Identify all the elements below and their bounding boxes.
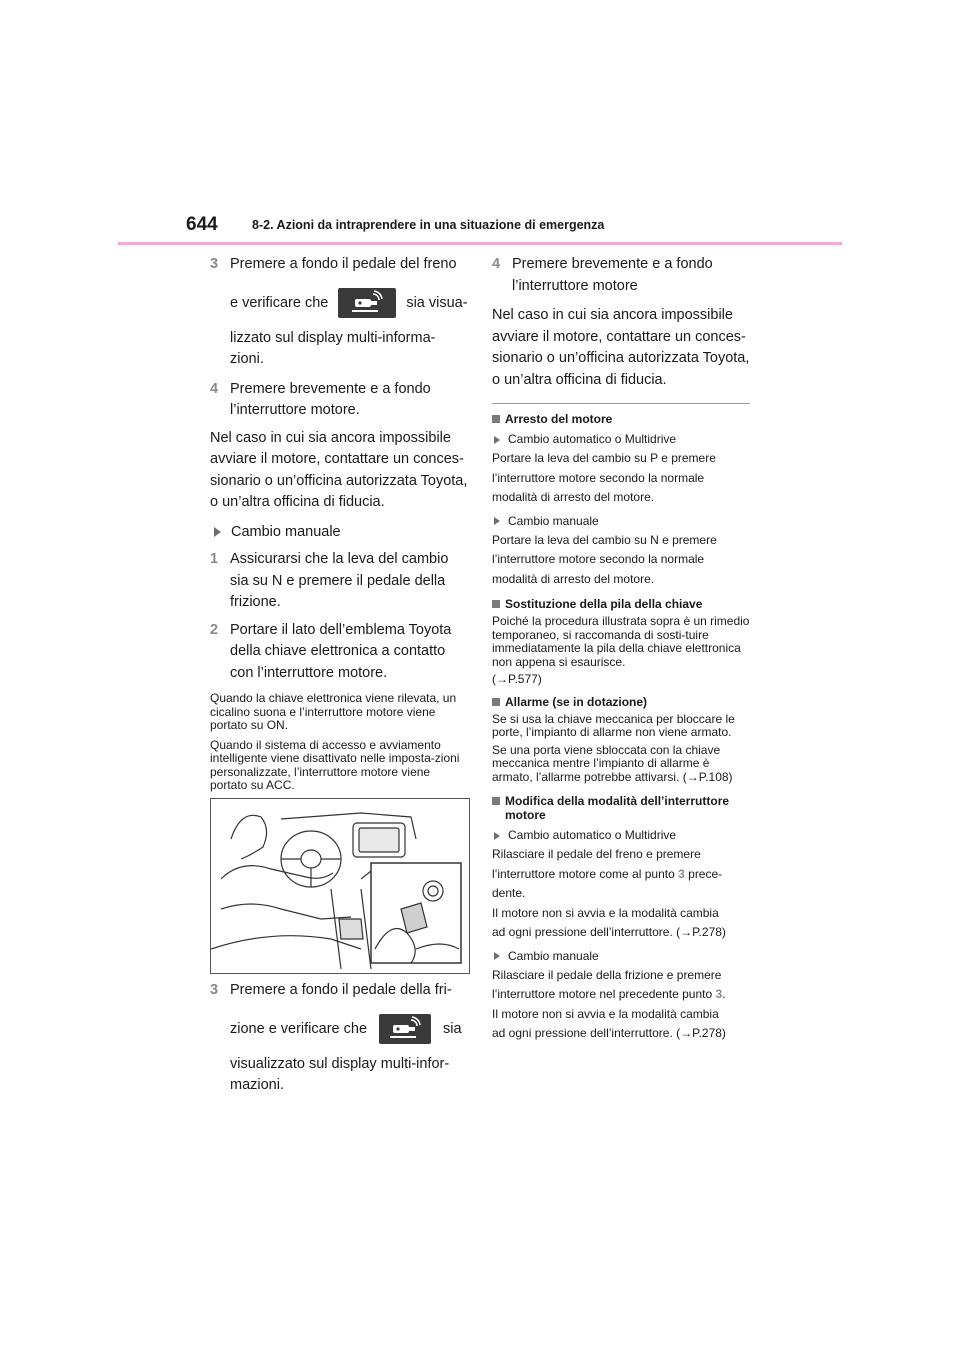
manual-transmission-heading: Cambio manuale <box>210 522 470 544</box>
section-divider <box>492 403 750 404</box>
step-number: 4 <box>492 256 501 272</box>
stop-manual-line: l’interruttore motore secondo la normale <box>492 552 705 566</box>
step-number: 3 <box>210 982 219 998</box>
square-bullet-icon <box>492 600 500 608</box>
auto-transmission-label: Cambio automatico o Multidrive <box>492 826 750 845</box>
alarm-text-2: Se una porta viene sbloccata con la chiave meccanica mentre l’impianto di allarme è armato, l’allarme potrebbe attivarsi. (→P.108) <box>492 742 733 784</box>
mode-manual-line: ad ogni pressione dell’interruttore. (→P.278) <box>492 1026 726 1040</box>
mode-auto-line: dente. <box>492 886 526 900</box>
page-number: 644 <box>186 214 218 235</box>
triangle-bullet-icon <box>214 527 221 537</box>
square-bullet-icon <box>492 698 500 706</box>
header-divider <box>118 242 842 245</box>
alarm-text-1: Se si usa la chiave meccanica per bloccare le porte, l’impianto di allarme non viene armato. <box>492 711 735 739</box>
left-column-lower <box>210 980 470 1099</box>
stop-auto-line: modalità di arresto del motore. <box>492 490 655 504</box>
engine-stop-heading: Arresto del motore <box>492 412 750 426</box>
step-3-clutch-indicator: 3 Premere a fondo il pedale della fri- zione e verificare che sia visualizzato sul display multi-infor- mazioni. <box>210 980 470 1097</box>
battery-replacement-heading: Sostituzione della pila della chiave <box>492 597 750 611</box>
stop-manual-line: Portare la leva del cambio su N e premere <box>492 532 717 547</box>
step-reference: 3 <box>715 987 723 1001</box>
mode-auto-line: ad ogni pressione dell’interruttore. (→P.278) <box>492 925 726 939</box>
step-reference: 3 <box>678 866 685 881</box>
alarm-heading: Allarme (se in dotazione) <box>492 695 750 709</box>
step-1-clutch: 1 Assicurarsi che la leva del cambio sia su N e premere il pedale della frizione. <box>210 549 470 614</box>
manual-transmission-label: Cambio manuale <box>492 512 750 531</box>
mode-auto-line: l’interruttore motore come al punto 3 prece- <box>492 866 723 881</box>
auto-transmission-label: Cambio automatico o Multidrive <box>492 430 750 449</box>
stop-auto-line: l’interruttore motore secondo la normale <box>492 470 705 485</box>
key-detect-indicator-icon <box>338 288 396 318</box>
switch-mode-heading: Modifica della modalità dell’interruttore motore <box>492 794 750 822</box>
step-number: 1 <box>210 551 219 567</box>
step-number: 3 <box>210 256 219 272</box>
mode-manual-line: Rilasciare il pedale della frizione e premere <box>492 967 722 982</box>
triangle-bullet-icon <box>494 832 500 840</box>
stop-auto-line: Portare la leva del cambio su P e premere <box>492 451 716 465</box>
dealer-note: Nel caso in cui sia ancora impossibile avviare il motore, contattare un conces-sionario o un’officina autorizzata Toyota, o un’altra officina di fiducia. <box>210 429 468 510</box>
dealer-note: Nel caso in cui sia ancora impossibile avviare il motore, contattare un conces-sionario o un’officina autorizzata Toyota, o un’altra officina di fiducia. <box>492 307 750 388</box>
driver-key-illustration <box>210 798 470 974</box>
note-smart-entry: Quando il sistema di accesso e avviamento intelligente viene disattivato nelle imposta-zioni personalizzate, l’interruttore motore viene portato su ACC. <box>210 737 460 792</box>
step-2-key-contact: 2 Portare il lato dell’emblema Toyota della chiave elettronica a contatto con l’interruttore motore. <box>210 620 470 685</box>
manual-transmission-label: Cambio manuale <box>492 947 750 966</box>
left-column <box>210 254 470 799</box>
mode-manual-line: Il motore non si avvia e la modalità cambia <box>492 1006 719 1021</box>
battery-page-reference[interactable]: (→P.577) <box>492 672 542 686</box>
mode-auto-line: Rilasciare il pedale del freno e premere <box>492 847 701 861</box>
step-number: 2 <box>210 621 219 638</box>
mode-auto-line: Il motore non si avvia e la modalità cambia <box>492 905 719 920</box>
step-4-press-switch: 4 Premere brevemente e a fondo l’interruttore motore. <box>210 379 470 422</box>
square-bullet-icon <box>492 415 500 423</box>
mode-manual-line: l’interruttore motore nel precedente punto 3. <box>492 987 726 1001</box>
triangle-bullet-icon <box>494 517 500 525</box>
section-title: 8-2. Azioni da intraprendere in una situazione di emergenza <box>252 218 605 232</box>
stop-manual-line: modalità di arresto del motore. <box>492 571 655 586</box>
triangle-bullet-icon <box>494 436 500 444</box>
step-4-press-switch: 4 Premere brevemente e a fondo l’interruttore motore <box>492 254 750 297</box>
right-column <box>492 254 750 1044</box>
step-number: 4 <box>210 380 219 397</box>
battery-replacement-text: Poiché la procedura illustrata sopra è un rimedio temporaneo, si raccomanda di sosti-tuire immediatamente la pila della chiave elettronica non appena si esaurisce. <box>492 614 750 669</box>
key-detect-indicator-icon <box>379 1014 431 1044</box>
step-3-brake: 3 Premere a fondo il pedale del freno e verificare che sia visua- lizzato sul display multi-informa- zioni. <box>210 254 470 371</box>
square-bullet-icon <box>492 797 500 805</box>
note-key-detected: Quando la chiave elettronica viene rilevata, un cicalino suona e l’interruttore motore viene portato su ON. <box>210 691 457 732</box>
triangle-bullet-icon <box>494 952 500 960</box>
